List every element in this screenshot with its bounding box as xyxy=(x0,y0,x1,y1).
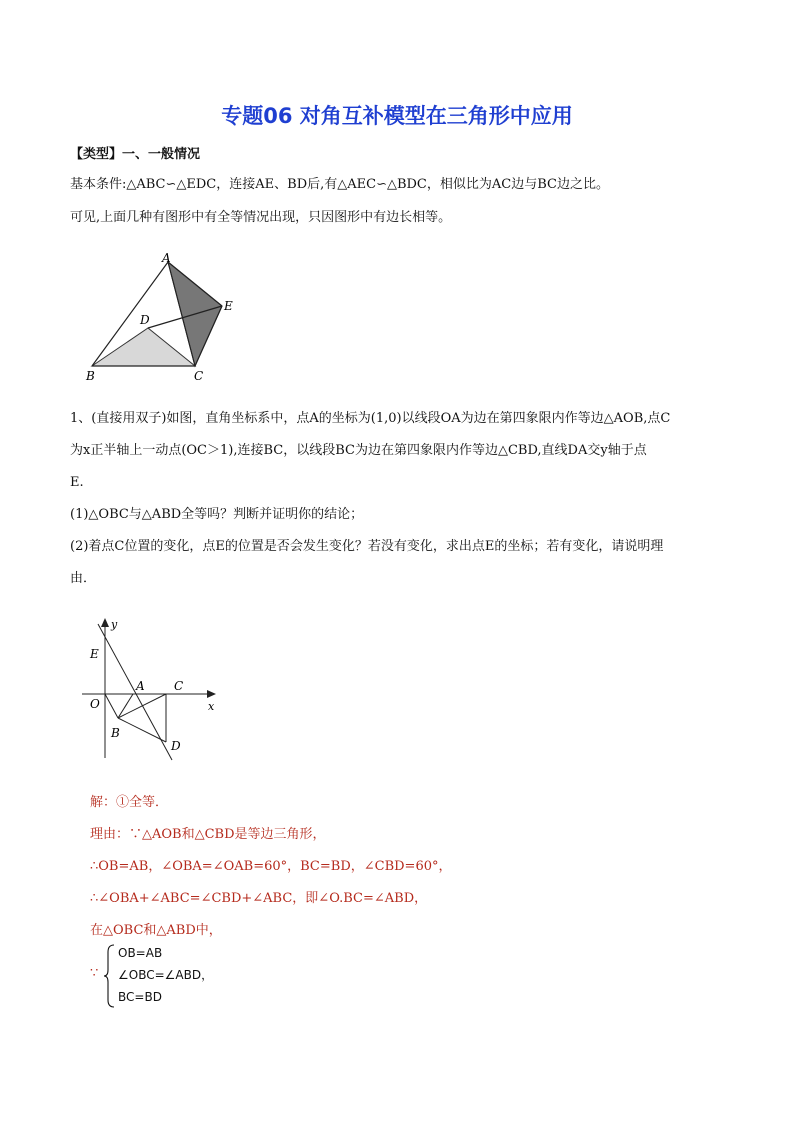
solution-line-3: ∴OB=AB，∠OBA=∠OAB=60°，BC=BD，∠CBD=60°， xyxy=(90,859,452,874)
label-x: x xyxy=(208,700,215,713)
label-y: y xyxy=(111,618,118,631)
note-text: 可见,上面几种有图形中有全等情况出现，只因图形中有边长相等。 xyxy=(70,210,452,225)
label-a: A xyxy=(162,251,171,265)
brace-line-1: OB=AB xyxy=(118,946,163,960)
label-c2: C xyxy=(174,679,184,693)
problem-line-3: E. xyxy=(70,475,84,490)
left-brace xyxy=(104,944,116,1008)
y-axis-arrow xyxy=(101,618,109,627)
question-1: (1)△OBC与△ABD全等吗？判断并证明你的结论； xyxy=(70,507,364,522)
page-title: 专题06 对角互补模型在三角形中应用 xyxy=(221,104,573,128)
solution-line-1: 解：①全等． xyxy=(90,795,169,810)
shaded-triangle-bdc xyxy=(92,328,195,366)
label-b2: B xyxy=(111,726,120,740)
segment-bd xyxy=(118,718,166,742)
solution-line-4: ∴∠OBA+∠ABC=∠CBD+∠ABC，即∠O.BC=∠ABD， xyxy=(90,891,428,906)
brace-lines xyxy=(118,942,213,1008)
label-d: D xyxy=(140,313,150,327)
label-d2: D xyxy=(171,739,181,753)
problem-line-2: 为x正半轴上一动点(OC＞1),连接BC，以线段BC为边在第四象限内作等边△CBD,直线DA交y轴于点 xyxy=(70,443,647,458)
because-symbol: ∵ xyxy=(90,966,99,981)
question-2-end: 由． xyxy=(70,571,97,586)
question-2: (2)着点C位置的变化，点E的位置是否会发生变化？若没有变化，求出点E的坐标；若有变化，请说明理 xyxy=(70,539,664,554)
solution-line-2: 理由：∵△AOB和△CBD是等边三角形， xyxy=(90,827,326,842)
type-heading: 【类型】一、一般情况 xyxy=(70,147,201,162)
label-a2: A xyxy=(136,679,145,693)
x-axis-arrow xyxy=(207,690,216,698)
brace-system xyxy=(90,942,290,1008)
label-e2: E xyxy=(90,647,99,661)
basic-condition: 基本条件:△ABC∽△EDC，连接AE、BD后,有△AEC∽△BDC，相似比为AC边与BC边之比。 xyxy=(70,177,609,192)
problem-line-1: 1、(直接用双子)如图，直角坐标系中，点A的坐标为(1,0)以线段OA为边在第四象限内作等边△AOB,点C xyxy=(70,411,671,426)
label-o: O xyxy=(90,697,100,711)
label-c: C xyxy=(194,369,204,383)
brace-line-2: ∠OBC=∠ABD， xyxy=(118,968,214,982)
label-e: E xyxy=(224,299,233,313)
solution-line-5: 在△OBC和△ABD中， xyxy=(90,923,222,938)
figure-1-triangles xyxy=(80,250,240,385)
label-b: B xyxy=(86,369,95,383)
figure-2-coordinate xyxy=(80,612,230,767)
segment-ob xyxy=(105,694,118,718)
brace-line-3: BC=BD xyxy=(118,990,162,1004)
